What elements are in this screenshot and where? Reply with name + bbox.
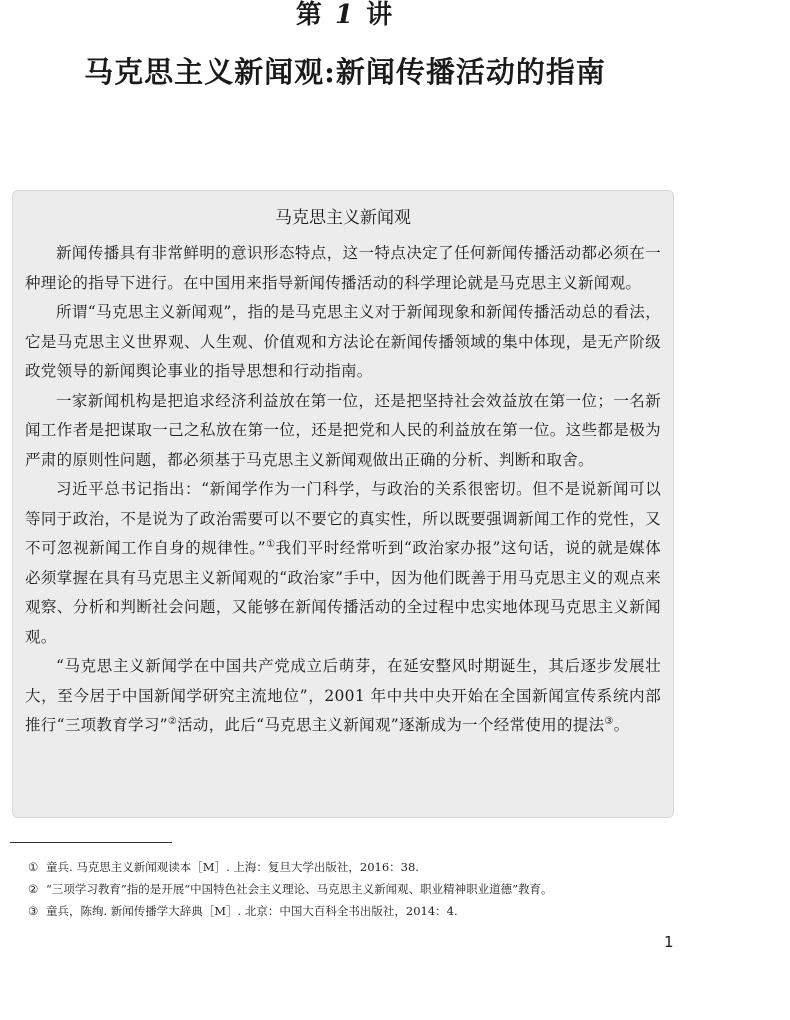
paragraph-4-text-b: 我们平时经常听到“政治家办报”这句话，说的就是媒体必须掌握在具有马克思主义新闻观的“政治家”手中，因为他们既善于用马克思主义的观点来观察、分析和判断社会问题，又能够在新闻传播活动的全过程中忠实地体现马克思主义新闻观。 [25,539,662,646]
lecture-title: 马克思主义新闻观:新闻传播活动的指南 [84,55,606,89]
box-paragraph-4 [23,475,663,652]
box-paragraph-3: 一家新闻机构是把追求经济利益放在第一位，还是把坚持社会效益放在第一位；一名新闻工作者是把谋取一己之私放在第一位，还是把党和人民的利益放在第一位。这些都是极为严肃的原则性问题，都必须基于马克思主义新闻观做出正确的分析、判断和取舍。 [25,391,661,469]
info-box [12,190,674,818]
footnote-item [28,856,648,878]
footnote-text: “三项学习教育”指的是开展“中国特色社会主义理论、马克思主义新闻观、职业精神职业道德”教育。 [46,882,553,896]
paragraph-5-text-b: 活动，此后“马克思主义新闻观”逐渐成为一个经常使用的提法 [177,716,605,734]
footnote-item [28,878,648,900]
lecture-number: 1 [334,0,356,30]
footnote-text: 童兵，陈绚. 新闻传播学大辞典［M］. 北京：中国大百科全书出版社，2014：4. [46,904,458,918]
footnote-ref-1[interactable]: ① [265,538,276,550]
footnote-divider [10,842,172,843]
paragraph-4-text-a: 习近平总书记指出：“新闻学作为一门科学，与政治的关系很密切。但不是说新闻可以等同于政治，不是说为了政治需要可以不要它的真实性，所以既要强调新闻工作的党性，又不可忽视新闻工作自身的规律性。” [25,480,661,557]
paragraph-5-text-c: 。 [613,716,630,734]
paragraph-5-text-a: “马克思主义新闻学在中国共产党成立后萌芽，在延安整风时期诞生，其后逐步发展壮大，至今居于中国新闻学研究主流地位”，2001 年中共中央开始在全国新闻宣传系统内部推行“三项教育学习” [25,657,661,734]
lecture-prefix: 第 [295,0,335,30]
box-paragraph-5 [23,652,663,741]
footnote-item [28,900,648,922]
lecture-suffix: 讲 [355,0,395,30]
box-paragraph-1: 新闻传播具有非常鲜明的意识形态特点，这一特点决定了任何新闻传播活动都必须在一种理论的指导下进行。在中国用来指导新闻传播活动的科学理论就是马克思主义新闻观。 [25,244,661,292]
footnote-marker: ③ [28,904,39,918]
footnote-ref-2[interactable]: ② [167,715,178,727]
page-number: 1 [664,933,674,951]
footnote-ref-3[interactable]: ③ [604,715,614,727]
footnote-marker: ② [28,882,39,896]
footnote-marker: ① [28,860,39,874]
footnote-text: 童兵. 马克思主义新闻观读本［M］. 上海：复旦大学出版社，2016：38. [46,860,419,874]
lecture-number-heading [0,0,690,30]
box-title: 马克思主义新闻观 [275,208,411,228]
box-paragraph-2: 所谓“马克思主义新闻观”，指的是马克思主义对于新闻现象和新闻传播活动总的看法，它是马克思主义世界观、人生观、价值观和方法论在新闻传播领域的集中体现，是无产阶级政党领导的新闻舆论事业的指导思想和行动指南。 [25,303,661,380]
footnotes [28,856,648,922]
